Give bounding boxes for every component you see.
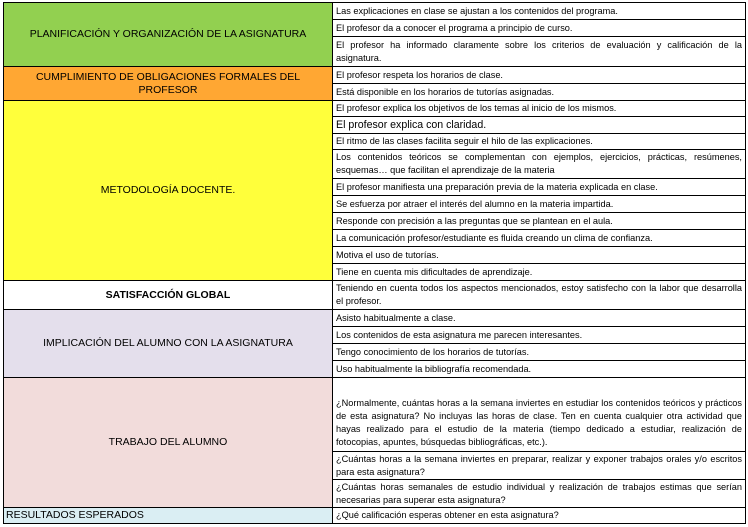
question-cell: Las explicaciones en clase se ajustan a los contenidos del programa. <box>333 3 746 20</box>
question-cell: Tiene en cuenta mis dificultades de aprendizaje. <box>333 264 746 281</box>
question-cell: ¿Cuántas horas semanales de estudio individual y realización de trabajos estimas que serían necesarias para superar esta asignatura? <box>333 480 746 508</box>
question-cell: ¿Normalmente, cuántas horas a la semana inviertes en estudiar los contenidos teóricos y prácticos de esta asignatura? No incluyas las horas de clase. Ten en cuenta cualquier otra actividad que hayas realizado para el estudio de la materia (tiempo dedicado a estudiar, realización de fotocopias, apuntes, búsquedas bibliográficas, etc.). <box>333 378 746 452</box>
question-cell: Motiva el uso de tutorías. <box>333 247 746 264</box>
question-cell: El profesor da a conocer el programa a principio de curso. <box>333 20 746 37</box>
table-row <box>4 281 746 310</box>
section-title: METODOLOGÍA DOCENTE. <box>100 184 236 196</box>
table-row <box>4 378 746 452</box>
question-cell: La comunicación profesor/estudiante es fluida creando un clima de confianza. <box>333 230 746 247</box>
question-cell: Tengo conocimiento de los horarios de tutorías. <box>333 344 746 361</box>
question-cell: El ritmo de las clases facilita seguir el hilo de las explicaciones. <box>333 134 746 150</box>
question-cell: Está disponible en los horarios de tutorías asignadas. <box>333 84 746 101</box>
section-resultados <box>4 508 333 524</box>
question-cell: El profesor manifiesta una preparación previa de la materia explicada en clase. <box>333 179 746 196</box>
section-planificacion <box>4 3 333 67</box>
question-cell: El profesor respeta los horarios de clase. <box>333 67 746 84</box>
section-cumplimiento <box>4 67 333 101</box>
section-implicacion <box>4 310 333 378</box>
section-satisfaccion <box>4 281 333 310</box>
section-title: CUMPLIMIENTO DE OBLIGACIONES FORMALES DEL PROFESOR <box>35 70 301 96</box>
section-title: PLANIFICACIÓN Y ORGANIZACIÓN DE LA ASIGNATURA <box>29 28 307 40</box>
table-row <box>4 3 746 20</box>
question-cell: ¿Qué calificación esperas obtener en esta asignatura? <box>333 508 746 524</box>
section-title: IMPLICACIÓN DEL ALUMNO CON LA ASIGNATURA <box>43 337 293 349</box>
table-row <box>4 67 746 84</box>
section-trabajo <box>4 378 333 508</box>
section-title: RESULTADOS ESPERADOS <box>6 509 144 521</box>
survey-table <box>3 2 746 524</box>
question-cell: ¿Cuántas horas a la semana inviertes en preparar, realizar y exponer trabajos orales y/o escritos para esta asignatura? <box>333 452 746 480</box>
question-cell: Los contenidos teóricos se complementan con ejemplos, ejercicios, prácticas, resúmenes, esquemas… que facilitan el aprendizaje de la materia <box>333 150 746 179</box>
question-cell: Teniendo en cuenta todos los aspectos mencionados, estoy satisfecho con la labor que desarrolla el profesor. <box>333 281 746 310</box>
question-cell: El profesor ha informado claramente sobre los criterios de evaluación y calificación de la asignatura. <box>333 37 746 67</box>
table-row <box>4 101 746 117</box>
table-row <box>4 508 746 524</box>
table-row <box>4 310 746 327</box>
question-cell: Asisto habitualmente a clase. <box>333 310 746 327</box>
question-cell: Se esfuerza por atraer el interés del alumno en la materia impartida. <box>333 196 746 213</box>
section-title: TRABAJO DEL ALUMNO <box>108 436 228 448</box>
question-cell: Uso habitualmente la bibliografía recomendada. <box>333 361 746 378</box>
question-cell: Responde con precisión a las preguntas que se plantean en el aula. <box>333 213 746 230</box>
question-cell: El profesor explica los objetivos de los temas al inicio de los mismos. <box>333 101 746 117</box>
question-cell: El profesor explica con claridad. <box>333 117 746 134</box>
section-title: SATISFACCIÓN GLOBAL <box>105 288 231 301</box>
section-metodologia <box>4 101 333 281</box>
question-cell: Los contenidos de esta asignatura me parecen interesantes. <box>333 327 746 344</box>
